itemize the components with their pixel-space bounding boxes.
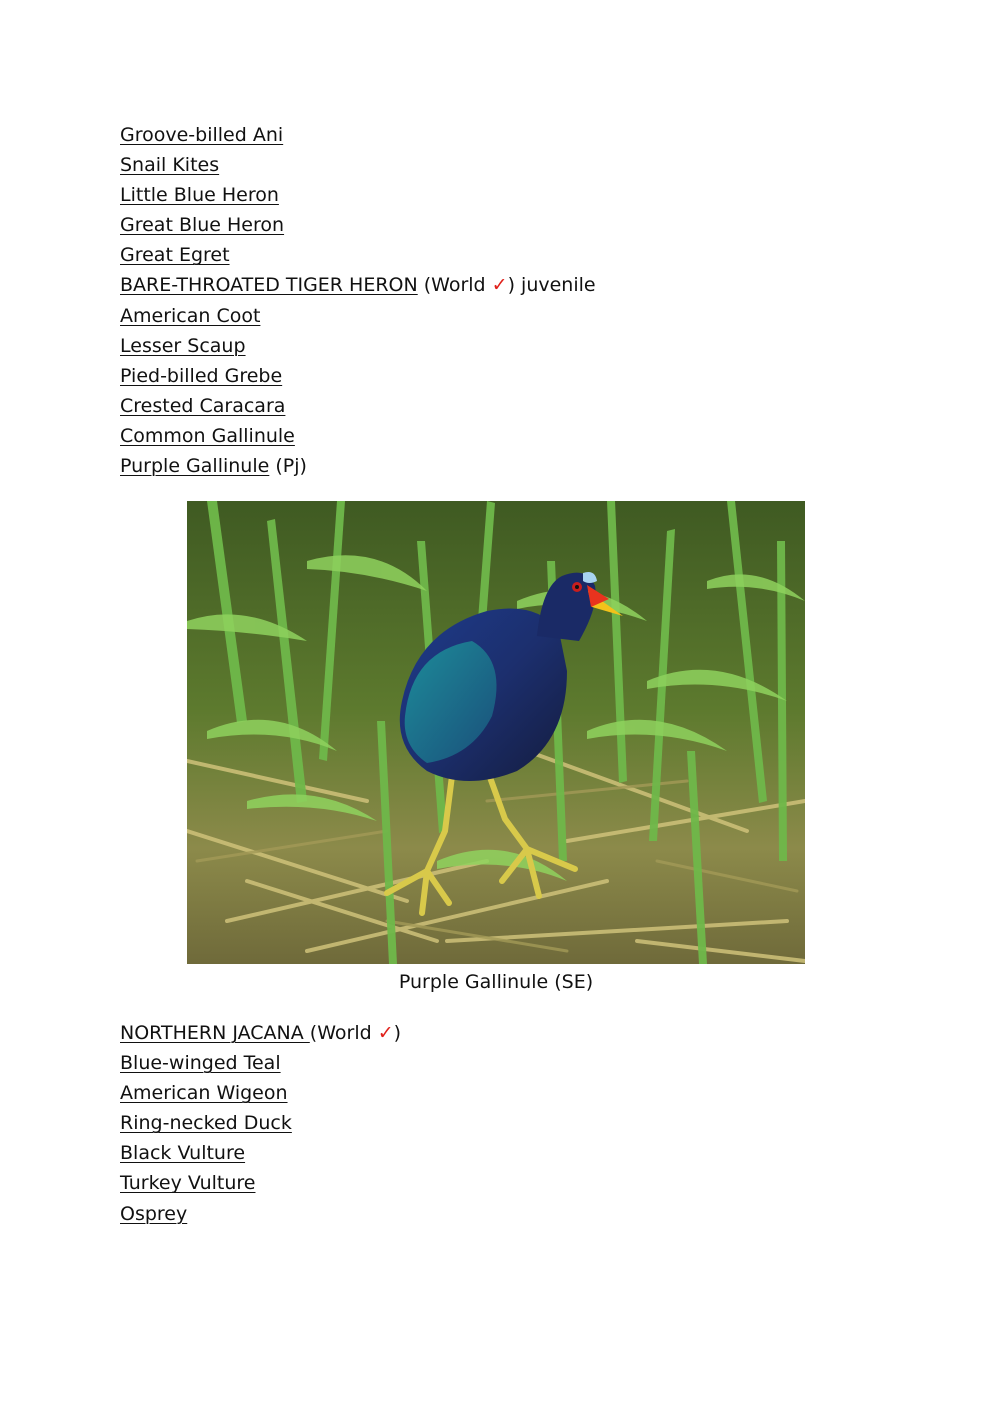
list-item <box>120 361 596 391</box>
list-item <box>120 301 596 331</box>
list-item <box>120 210 596 240</box>
species-name: Pied-billed Grebe <box>120 364 283 387</box>
list-item <box>120 1168 401 1198</box>
list-item <box>120 451 596 481</box>
species-name: BARE-THROATED TIGER HERON <box>120 274 418 297</box>
species-note: (Pj) <box>269 455 307 478</box>
species-name: Purple Gallinule <box>120 455 270 478</box>
species-note: ) <box>393 1022 402 1044</box>
list-item <box>120 1199 401 1229</box>
list-item <box>120 391 596 421</box>
list-item <box>120 240 596 270</box>
species-list-bottom <box>120 1018 401 1229</box>
species-name: Great Blue Heron <box>120 214 285 237</box>
list-item <box>120 331 596 361</box>
species-name: Great Egret <box>120 244 230 267</box>
species-name: Osprey <box>120 1202 188 1225</box>
species-note: (World <box>309 1022 378 1044</box>
checkmark-icon: ✓ <box>491 274 508 297</box>
species-note: (World <box>417 274 492 297</box>
species-name: Common Gallinule <box>120 424 295 447</box>
species-name: Groove-billed Ani <box>120 124 284 146</box>
list-item <box>120 1108 401 1138</box>
list-item <box>120 120 596 150</box>
species-name: Turkey Vulture <box>120 1172 256 1195</box>
species-note: ) juvenile <box>507 274 596 297</box>
bird-photo <box>187 501 805 964</box>
species-name: NORTHERN JACANA <box>120 1022 310 1044</box>
species-name: Snail Kites <box>120 154 220 177</box>
list-item <box>120 1078 401 1108</box>
photo-caption: Purple Gallinule (SE) <box>398 971 594 993</box>
list-item <box>120 150 596 180</box>
species-name: Crested Caracara <box>120 394 286 417</box>
species-name: Black Vulture <box>120 1142 246 1165</box>
checkmark-icon: ✓ <box>377 1022 394 1044</box>
species-list-top <box>120 120 596 481</box>
species-name: Lesser Scaup <box>120 334 246 357</box>
list-item <box>120 421 596 451</box>
list-item <box>120 270 596 300</box>
purple-gallinule-illustration <box>187 501 805 964</box>
list-item <box>120 180 596 210</box>
list-item <box>120 1138 401 1168</box>
species-name: American Wigeon <box>120 1082 288 1105</box>
species-name: American Coot <box>120 304 261 327</box>
species-name: Blue-winged Teal <box>120 1052 281 1075</box>
list-item <box>120 1048 401 1078</box>
list-item <box>120 1018 401 1048</box>
species-name: Little Blue Heron <box>120 184 279 207</box>
species-name: Ring-necked Duck <box>120 1112 292 1135</box>
